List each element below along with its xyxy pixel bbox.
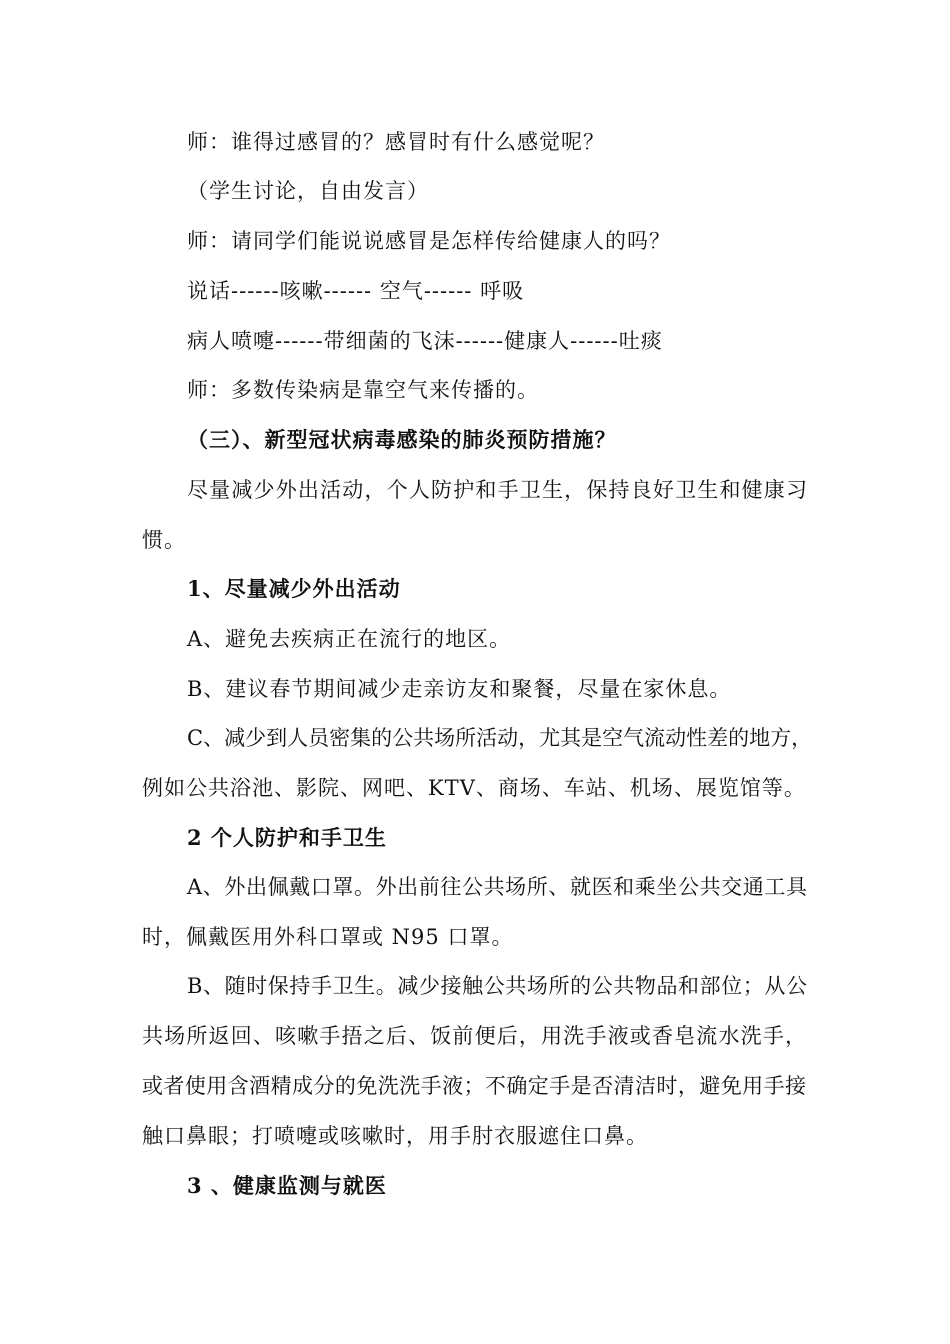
subsection-heading: 1、尽量减少外出活动 (187, 576, 401, 601)
text-line: 例如公共浴池、影院、网吧、KTV、商场、车站、机场、展览馆等。 (142, 776, 806, 800)
text-line: 时，佩戴医用外科口罩或 N95 口罩。 (142, 925, 514, 949)
text-line: B、建议春节期间减少走亲访友和聚餐，尽量在家休息。 (187, 677, 732, 701)
text-line: 尽量减少外出活动，个人防护和手卫生，保持良好卫生和健康习 (187, 478, 807, 502)
text-line: A、避免去疾病正在流行的地区。 (187, 627, 512, 651)
text-line: 共场所返回、咳嗽手捂之后、饭前便后，用洗手液或香皂流水洗手， (142, 1024, 806, 1048)
text-line: 说话------咳嗽------ 空气------ 呼吸 (187, 279, 525, 303)
text-line: 病人喷嚏------带细菌的飞沫------健康人------吐痰 (187, 329, 663, 353)
text-line: C、减少到人员密集的公共场所活动，尤其是空气流动性差的地方， (187, 726, 813, 750)
text-line: 师：谁得过感冒的？感冒时有什么感觉呢？ (187, 130, 605, 154)
section-heading: （三）、新型冠状病毒感染的肺炎预防措施？ (187, 427, 617, 452)
subsection-heading: 2 个人防护和手卫生 (187, 825, 387, 850)
subsection-heading: 3 、健康监测与就医 (187, 1173, 387, 1198)
text-line: 或者使用含酒精成分的免洗洗手液；不确定手是否清洁时，避免用手接 (142, 1074, 806, 1098)
text-line: 惯。 (142, 528, 186, 552)
text-line: 触口鼻眼；打喷嚏或咳嗽时，用手肘衣服遮住口鼻。 (142, 1124, 648, 1148)
text-line: B、随时保持手卫生。减少接触公共场所的公共物品和部位；从公 (187, 974, 807, 998)
text-line: 师：请同学们能说说感冒是怎样传给健康人的吗？ (187, 229, 671, 253)
text-line: （学生讨论，自由发言） (187, 179, 429, 203)
text-line: 师：多数传染病是靠空气来传播的。 (187, 378, 539, 402)
text-line: A、外出佩戴口罩。外出前往公共场所、就医和乘坐公共交通工具 (187, 875, 807, 899)
